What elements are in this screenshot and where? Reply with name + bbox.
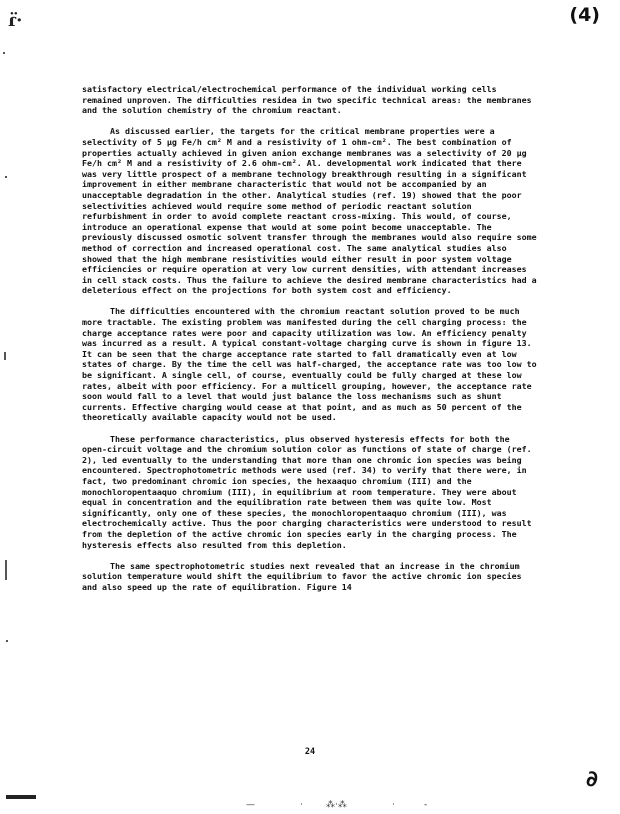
paragraph: The same spectrophotometric studies next revealed that an increase in the chromium solution temperature would shift the equilibrium to favor the active chromic ion species and also speed up the rate of equilibration. Figure 14 — [82, 560, 522, 592]
scan-speck — [6, 640, 8, 642]
page-number: 24 — [304, 747, 316, 757]
paragraph: The difficulties encountered with the chromium reactant solution proved to be much more tractable. The existing problem was manifested during the cell charging process: the charge acceptance rates were poor and capacity utilization was low. An efficiency penalty was incurred as a result. A typical constant-voltage charging curve is shown in figure 13. It can be seen that the charge acceptance rate started to fall dramatically even at low states of charge. By the time the cell was half-charged, the acceptance rate was too low to be significant. A single cell, of course, eventually could be fully charged at these low rates, albeit with poor efficiency. For a multicell grouping, however, the acceptance rate soon would fall to a level that would just balance the loss mechanisms such as shunt currents. Effective charging would cease at that point, and as much as 50 percent of the theoretically available capacity would not be used. — [82, 306, 537, 423]
scan-speck — [5, 176, 7, 178]
scan-noise: - — [424, 800, 428, 810]
body-text — [82, 84, 538, 603]
paragraph: satisfactory electrical/electrochemical performance of the individual working cells remained unproven. The difficulties residea in two specific technical areas: the membranes and the solution chemistry of the chromium reactant. — [82, 84, 532, 116]
scan-noise: · — [300, 800, 303, 810]
scan-speck — [4, 352, 6, 360]
scan-speck — [5, 560, 7, 580]
paragraph: As discussed earlier, the targets for the critical membrane properties were a selectivity of 5 μg Fe/h cm² M and a resistivity of 1 ohm-cm². The best combination of properties actually achieved in given anion exchange membranes was a selectivity of 20 μg Fe/h cm² M and a resistivity of 2.6 ohm-cm². Al. developmental work indicated that there was very little prospect of a membrane technology breakthrough resulting in a significant improvement in either membrane characteristic that would not be accompanied by an unacceptable degradation in the other. Analytical studies (ref. 19) showed that the poor selectivities achieved would require some method of periodic reactant solution refurbishment in order to avoid complete reactant cross-mixing. This would, of course, introduce an operational expense that would at some point become unacceptable. The previously discussed osmotic solvent transfer through the membranes would also require some method of correction and increased operational cost. The same analytical studies also showed that the high membrane resistivities would either result in poor system voltage efficiencies or require operation at very low current densities, with attendant increases in cell stack costs. Thus the failure to achieve the desired membrane characteristics had a deleterious effect on the projections for both system cost and efficiency. — [82, 126, 537, 296]
corner-glyph-icon: ∂ — [586, 767, 598, 792]
scan-speck — [3, 52, 5, 54]
scan-noise: · — [392, 800, 395, 810]
page-mark: (4) — [569, 4, 600, 26]
scan-noise: — — [246, 800, 255, 810]
scan-artifact-icon: ɾ̈· — [8, 10, 23, 31]
scan-artifact-bar — [6, 795, 36, 799]
scan-noise: ⁂·⁂ — [326, 800, 347, 810]
paragraph: These performance characteristics, plus observed hysteresis effects for both the open-circuit voltage and the chromium solution color as functions of state of charge (ref. 2), led eventually to the understanding that more than one chromic ion species was being encountered. Spectrophotometric methods were used (ref. 34) to verify that there were, in fact, two predominant chromic ion species, the hexaaquo chromium (III) and the monochloropentaaquo chromium (III), in equilibrium at room temperature. They were about equal in concentration and the equilibration rate between them was quite low. Most significantly, only one of these species, the monochloropentaaquo chromium (III), was electrochemically active. Thus the poor charging characteristics were understood to result from the depletion of the active chromic ion species early in the charging process. The hysteresis effects also resulted from this depletion. — [82, 433, 532, 550]
